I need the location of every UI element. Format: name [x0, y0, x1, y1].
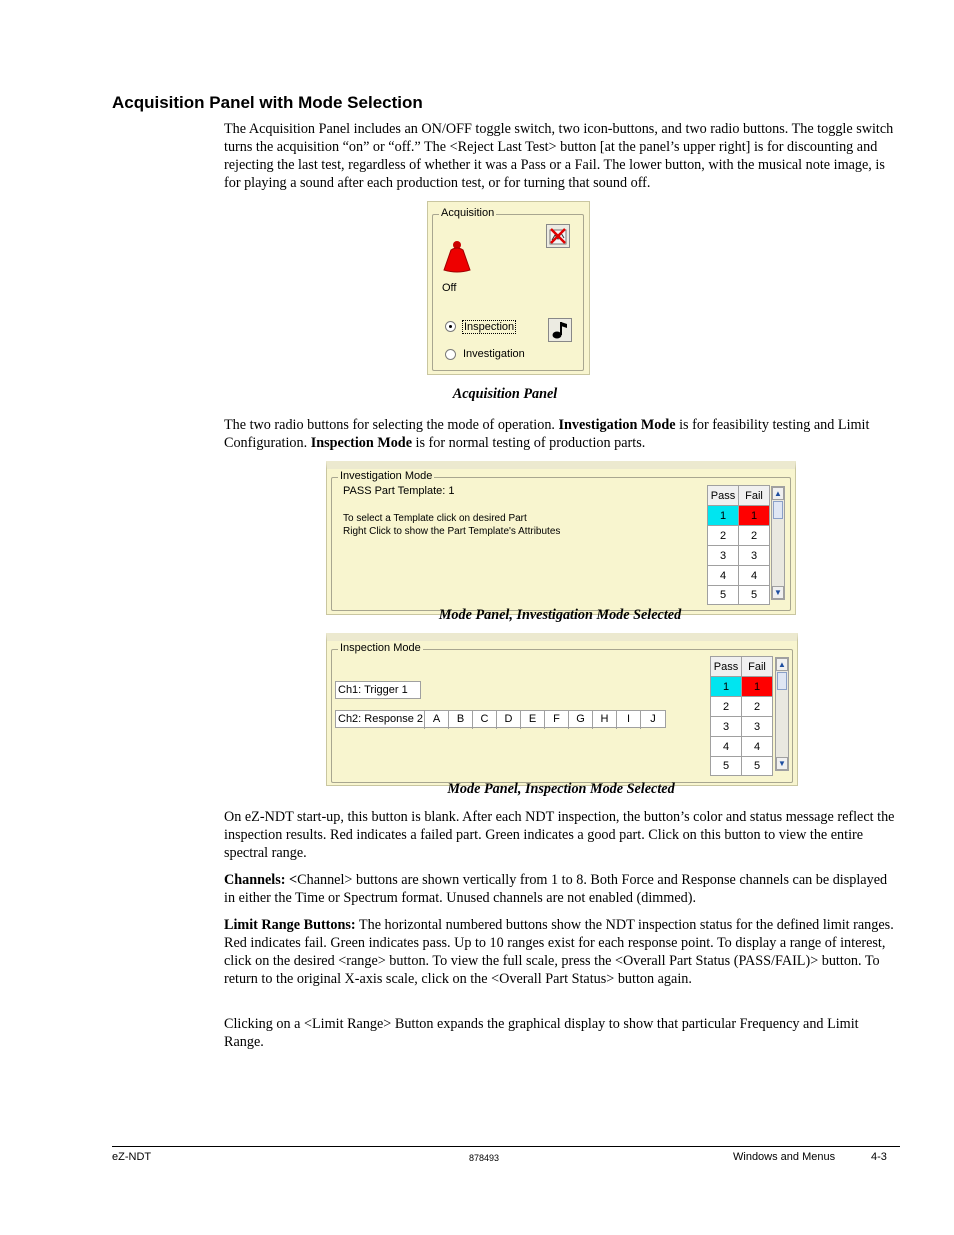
- range-button-c[interactable]: C: [473, 711, 497, 729]
- fail-cell-4[interactable]: 4: [742, 737, 773, 757]
- scroll-down-button[interactable]: ▼: [776, 757, 788, 770]
- acquisition-group-label: Acquisition: [441, 207, 495, 219]
- fail-cell-3[interactable]: 3: [742, 717, 773, 737]
- investigation-group-label: Investigation Mode: [340, 470, 433, 482]
- pass-cell-3[interactable]: 3: [711, 717, 742, 737]
- radio-investigation-label[interactable]: Investigation: [463, 348, 525, 360]
- scroll-thumb[interactable]: [773, 501, 783, 519]
- footer-doc-number: 878493: [469, 1153, 500, 1163]
- footer-divider: [112, 1146, 900, 1147]
- range-button-a[interactable]: A: [425, 711, 449, 729]
- radio-inspection-label[interactable]: Inspection: [464, 321, 515, 333]
- paragraph-modes-text1: The two radio buttons for selecting the mode of operation.: [224, 417, 559, 433]
- sound-toggle-button[interactable]: [548, 318, 572, 342]
- investigation-scrollbar[interactable]: [771, 486, 785, 600]
- scroll-thumb[interactable]: [777, 672, 787, 690]
- reject-last-test-icon: [548, 226, 568, 246]
- pass-cell-2[interactable]: 2: [708, 526, 739, 546]
- fail-cell-1[interactable]: 1: [739, 506, 770, 526]
- channel-1-button[interactable]: Ch1: Trigger 1: [335, 681, 421, 699]
- limit-range-label: Limit Range Buttons:: [224, 917, 356, 933]
- footer-product: eZ-NDT: [112, 1151, 152, 1163]
- pass-cell-3[interactable]: 3: [708, 546, 739, 566]
- fail-cell-1[interactable]: 1: [742, 677, 773, 697]
- red-bell-toggle-icon: [442, 240, 474, 276]
- inspection-group-label: Inspection Mode: [340, 642, 421, 654]
- channel-2-row: [335, 710, 666, 728]
- fail-cell-3[interactable]: 3: [739, 546, 770, 566]
- range-button-g[interactable]: G: [569, 711, 593, 729]
- pass-cell-5[interactable]: 5: [711, 757, 742, 776]
- fail-cell-2[interactable]: 2: [739, 526, 770, 546]
- scroll-up-button[interactable]: ▲: [776, 658, 788, 671]
- paragraph-modes-bold1: Investigation Mode: [558, 417, 676, 433]
- range-button-h[interactable]: H: [593, 711, 617, 729]
- fail-cell-5[interactable]: 5: [739, 586, 770, 605]
- instruction-right-click: Right Click to show the Part Template's Attributes: [343, 526, 561, 537]
- paragraph-modes-bold2: Inspection Mode: [310, 435, 412, 451]
- limit-range-text: The horizontal numbered buttons show the NDT inspection status for the defined limit ranges. Red indicates fail. Green indicates pass. Up to 10 ranges exist for each response point. To display a range of interest, click on the desired <range> button. To view the full scale, press the <Overall Part Status (PASS/FAIL)> button. To return to the original X-axis scale, click on the <Overall Part Status> button again.: [224, 917, 894, 987]
- channels-label: Channels: <: [224, 872, 298, 888]
- pass-cell-2[interactable]: 2: [711, 697, 742, 717]
- fail-cell-2[interactable]: 2: [742, 697, 773, 717]
- fail-cell-4[interactable]: 4: [739, 566, 770, 586]
- pass-cell-1[interactable]: 1: [708, 506, 739, 526]
- range-button-d[interactable]: D: [497, 711, 521, 729]
- paragraph-modes-text3: is for normal testing of production parts.: [412, 435, 646, 451]
- channels-text: Channel> buttons are shown vertically from 1 to 8. Both Force and Response channels can be displayed in either the Time or Spectrum format. Unused channels are not enabled (dimmed).: [224, 872, 888, 906]
- footer-page-number: 4-3: [871, 1151, 887, 1163]
- footer-section: Windows and Menus: [733, 1151, 836, 1163]
- col-fail: Fail: [742, 657, 773, 677]
- range-button-e[interactable]: E: [521, 711, 545, 729]
- caption-acquisition-panel: Acquisition Panel: [452, 386, 558, 402]
- caption-inspection-mode: Mode Panel, Inspection Mode Selected: [447, 781, 675, 797]
- pass-cell-4[interactable]: 4: [711, 737, 742, 757]
- instruction-select-template: To select a Template click on desired Part: [343, 513, 527, 524]
- paragraph-limit-click: Clicking on a <Limit Range> Button expands the graphical display to show that particular Frequency and Limit Range.: [224, 1016, 859, 1050]
- section-heading: Acquisition Panel with Mode Selection: [112, 93, 423, 112]
- pass-cell-4[interactable]: 4: [708, 566, 739, 586]
- paragraph-limit-range: [224, 916, 900, 988]
- investigation-mode-panel: [326, 461, 796, 615]
- scroll-up-button[interactable]: ▲: [772, 487, 784, 500]
- paragraph-modes: [224, 416, 900, 452]
- reject-last-test-button[interactable]: [546, 224, 570, 248]
- pass-cell-1[interactable]: 1: [711, 677, 742, 697]
- inspection-scrollbar[interactable]: [775, 657, 789, 771]
- inspection-pass-fail-table: [710, 656, 773, 776]
- investigation-pass-fail-table: [707, 485, 770, 605]
- pass-cell-5[interactable]: 5: [708, 586, 739, 605]
- col-pass: Pass: [708, 486, 739, 506]
- radio-inspection[interactable]: [445, 321, 456, 332]
- acquisition-status: Off: [442, 282, 457, 294]
- paragraph-startup: On eZ-NDT start-up, this button is blank. After each NDT inspection, the button’s color and status message reflect the inspection results. Red indicates a failed part. Green indicates a good part. Click on this button to view the entire spectral range.: [224, 809, 895, 861]
- paragraph-channels: [224, 871, 900, 907]
- acquisition-toggle-button[interactable]: [442, 240, 474, 276]
- paragraph-intro: The Acquisition Panel includes an ON/OFF toggle switch, two icon-buttons, and two radio buttons. The toggle switch turns the acquisition “on” or “off.” The <Reject Last Test> button [at the panel’s upper right] is for discounting and rejecting the last test, regardless of whether it was a Pass or a Fail. The lower button, with the musical note image, is for playing a sound after each production test, or for turning that sound off.: [224, 121, 894, 191]
- radio-investigation[interactable]: [445, 349, 456, 360]
- musical-note-icon: [551, 320, 569, 340]
- inspection-mode-panel: [326, 633, 798, 786]
- col-fail: Fail: [739, 486, 770, 506]
- acquisition-panel: [427, 201, 590, 375]
- range-button-f[interactable]: F: [545, 711, 569, 729]
- fail-cell-5[interactable]: 5: [742, 757, 773, 776]
- col-pass: Pass: [711, 657, 742, 677]
- range-button-b[interactable]: B: [449, 711, 473, 729]
- scroll-down-button[interactable]: ▼: [772, 586, 784, 599]
- range-button-i[interactable]: I: [617, 711, 641, 729]
- caption-investigation-mode: Mode Panel, Investigation Mode Selected: [438, 607, 682, 623]
- template-line: PASS Part Template: 1: [343, 485, 455, 497]
- channel-2-button[interactable]: Ch2: Response 2: [336, 711, 425, 729]
- range-button-j[interactable]: J: [650, 713, 656, 725]
- paragraph-modes-text2: is for feasibility testing and Limit Configuration.: [224, 417, 870, 451]
